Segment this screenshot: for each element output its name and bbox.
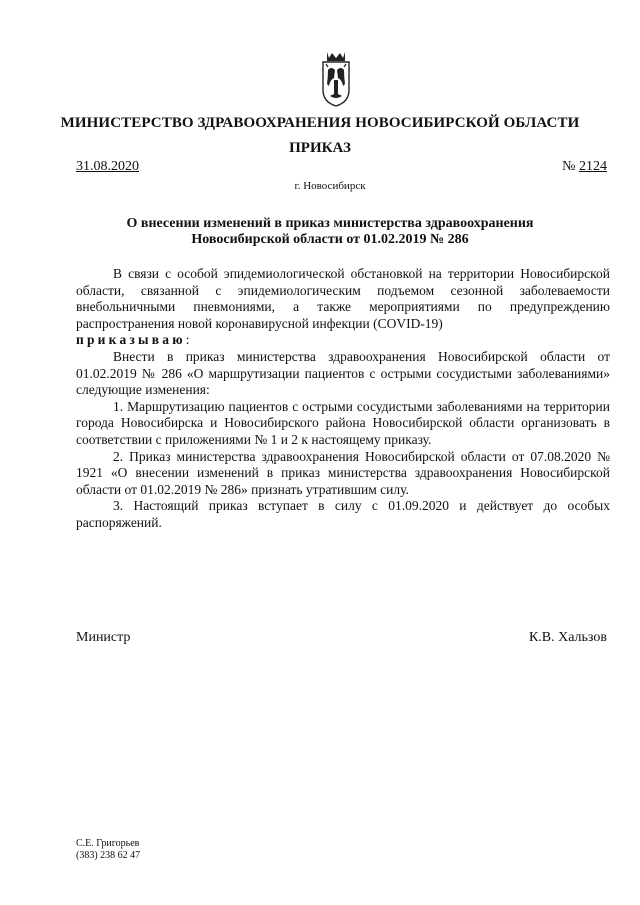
city: г. Новосибирск [294,180,366,192]
amendment-paragraph: Внести в приказ министерства здравоохранения Новосибирской области от 01.02.2019 № 286 «О маршрутизации пациентов с острыми сосудистыми заболеваниями» следующие изменения: [76,348,610,398]
executor-phone: (383) 238 62 47 [76,850,141,861]
executor-name: С.Е. Григорьев [76,838,140,849]
item-3: 3. Настоящий приказ вступает в силу с 01.09.2020 и действует до особых распоряжений. [76,498,610,530]
preamble-paragraph: В связи с особой эпидемиологической обстановкой на территории Новосибирской области, связанной с эпидемиологическим подъемом сезонной заболеваемости внебольничными пневмониями, а также мероприятиями по предупреждению распространения новой коронавирусной инфекции (COVID-19) [76,266,610,331]
document-number [562,159,607,175]
order-suffix: : [185,332,190,348]
signatory-position: Министр [76,630,131,645]
number-prefix: № [562,159,579,174]
document-subject [0,216,640,248]
subject-line-2: Новосибирской области от 01.02.2019 № 286 [191,232,469,247]
ministry-name: МИНИСТЕРСТВО ЗДРАВООХРАНЕНИЯ НОВОСИБИРСКОЙ ОБЛАСТИ [60,115,580,131]
order-word: приказываю [76,332,186,348]
document-body [76,266,610,532]
document-date: 31.08.2020 [76,159,139,174]
signatory-name: К.В. Хальзов [528,630,607,645]
item-2: 2. Приказ министерства здравоохранения Новосибирской области от 07.08.2020 № 1921 «О внесении изменений в приказ министерства здравоохранения Новосибирской области от 01.02.2019 № 286» признать утратившим силу. [76,448,610,497]
number-value: 2124 [579,159,607,174]
order-line [76,332,610,349]
document-type: ПРИКАЗ [289,140,351,156]
executor-block [76,838,140,862]
item-1: 1. Маршрутизацию пациентов с острыми сосудистыми заболеваниями на территории города Новосибирска и Новосибирского района Новосибирской области организовать в соответствии с приложениями № 1 и 2 к настоящему приказу. [76,398,610,447]
subject-line-1: О внесении изменений в приказ министерства здравоохранения [126,216,534,231]
coat-of-arms-icon [318,50,354,108]
